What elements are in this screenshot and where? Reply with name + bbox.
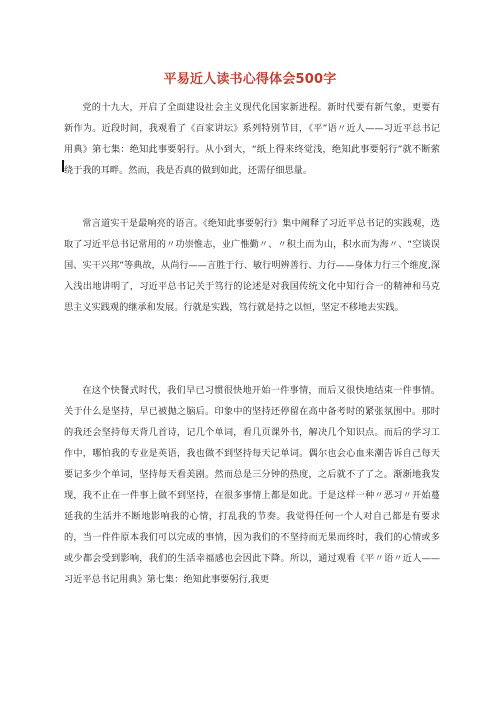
paragraph-3: 在这个快餐式时代，我们早已习惯很快地开始一件事情，而后又很快地结束一件事情。关于什么是坚持，早已被抛之脑后。印象中的坚持还停留在高中备考时的紧张氛围中。那时的我还会坚持每天背几首诗，记几个单词，看几页课外书，解决几个知识点。而后的学习工作中，哪怕我的专业是英语，我也做不到坚持每天记单词。偶尔也会心血来潮告诉自己每天要记多少个单词，坚持每天看美剧。然而总是三分钟的热度，之后就不了了之。渐渐地我发现，我不止在一件事上做不到坚持，在很多事情上都是如此。于是这样一种〃恶习〃开始蔓延我的生活并不断地影响我的心情，打乱我的节奏。我觉得任何一个人对自己都是有要求的，当一件件原本我们可以完成的事情，因为我们的不坚持而无果而终时，我们的心情或多或少都会受到影响，我们的生活幸福感也会因此下降。所以，通过观看《平〃语〃近人——习近平总书记用典》第七集：绝知此事要躬行,我更 xyxy=(64,385,440,585)
paragraph-1: 党的十九大，开启了全面建设社会主义现代化国家新进程。新时代要有新气象，更要有新作为。近段时间，我观看了《百家讲坛》系列特别节目，《平”语〃近人——习近平总书记用典》第七集：绝知此事要躬行。从小到大，“纸上得来终觉浅，绝知此事要躬行”就不断萦绕于我的耳畔。然而，我是否真的做到如此，还需仔细思量。 xyxy=(64,102,440,176)
paragraph-2: 常言道实干是最响亮的语言。《绝知此事要躬行》集中阐释了习近平总书记的实践观，选取了习近平总书记常用的〃功崇惟志，业广惟勤〃、〃积土而为山，积水而为海〃、“空谈误国、实干兴邦”等典故，从尚行——言胜于行、敏行明辨善行、力行——身体力行三个维度,深入浅出地讲明了，习近平总书记关于笃行的论述是对我国传统文化中知行合一的精神和马克思主义实践观的继承和发展。行就是实践，笃行就是持之以恒，坚定不移地去实践。 xyxy=(64,218,440,313)
document-title: 平易近人读书心得体会500字 xyxy=(163,72,337,87)
